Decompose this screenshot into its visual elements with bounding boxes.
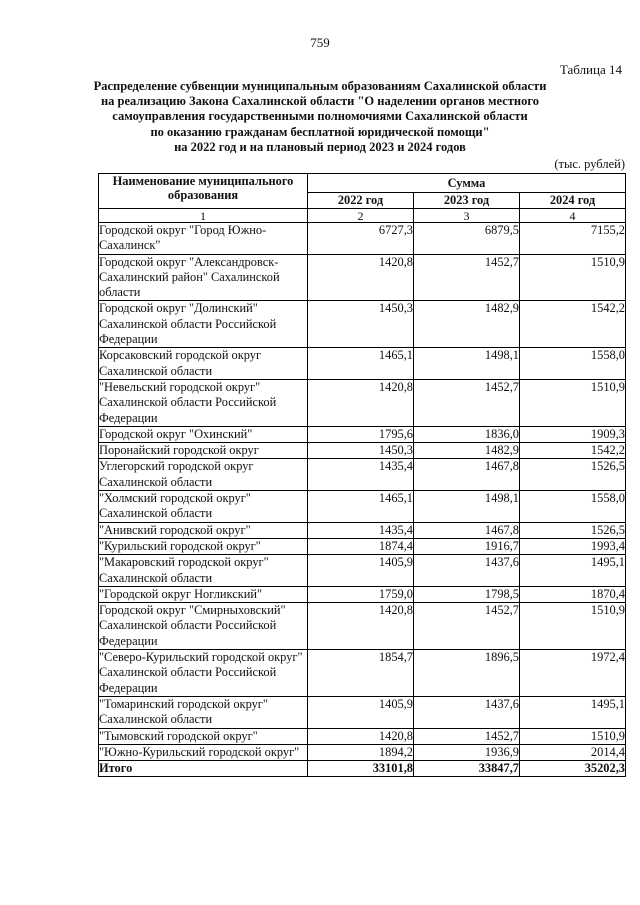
table-row [99,538,626,554]
municipality-name: "Северо-Курильский городской округ" Сахалинской области Российской Федерации [99,650,308,697]
table-label: Таблица 14 [559,62,622,77]
value-2023: 1896,5 [414,650,520,697]
value-2024: 1542,2 [520,301,626,348]
header-year-2023: 2023 год [414,193,520,209]
table-row [99,379,626,426]
municipality-name: "Городской округ Ногликский" [99,586,308,602]
table-row [99,586,626,602]
table-row [99,223,626,255]
title-line: на реализацию Закона Сахалинской области "О наделении органов местного [100,94,539,109]
value-2024: 1526,5 [520,459,626,491]
value-2024: 1972,4 [520,650,626,697]
municipality-name: "Курильский городской округ" [99,538,308,554]
page-number: 759 [310,35,330,50]
total-row [99,761,626,777]
value-2023: 6879,5 [414,223,520,255]
value-2023: 1916,7 [414,538,520,554]
units-label: (тыс. рублей) [554,157,625,171]
value-2023: 1437,6 [414,555,520,587]
municipality-name: "Томаринский городской округ" Сахалинской области [99,696,308,728]
table-row [99,696,626,728]
total-2023: 33847,7 [414,761,520,777]
value-2022: 1465,1 [308,491,414,523]
municipality-name: Городской округ "Александровск-Сахалинский район" Сахалинской области [99,254,308,301]
value-2022: 1435,4 [308,459,414,491]
column-number: 3 [414,209,520,223]
municipality-name: Корсаковский городской округ Сахалинской области [99,348,308,380]
header-year-2024: 2024 год [520,193,626,209]
value-2023: 1437,6 [414,696,520,728]
municipality-name: Городской округ "Смирныховский" Сахалинской области Российской Федерации [99,603,308,650]
value-2024: 1510,9 [520,728,626,744]
value-2022: 1450,3 [308,443,414,459]
value-2024: 1558,0 [520,491,626,523]
value-2022: 1435,4 [308,522,414,538]
subvention-table [98,173,626,777]
value-2024: 1495,1 [520,555,626,587]
value-2023: 1498,1 [414,348,520,380]
table-row [99,443,626,459]
table-body [99,223,626,761]
value-2024: 1870,4 [520,586,626,602]
value-2024: 1495,1 [520,696,626,728]
title-line: по оказанию гражданам бесплатной юридической помощи" [150,124,490,139]
value-2022: 1405,9 [308,555,414,587]
value-2022: 1420,8 [308,379,414,426]
value-2022: 1420,8 [308,603,414,650]
value-2022: 1405,9 [308,696,414,728]
value-2023: 1452,7 [414,603,520,650]
value-2024: 1909,3 [520,426,626,442]
document-title [80,79,560,155]
value-2024: 7155,2 [520,223,626,255]
table-row [99,650,626,697]
value-2023: 1452,7 [414,254,520,301]
value-2022: 1420,8 [308,728,414,744]
municipality-name: Городской округ "Город Южно-Сахалинск" [99,223,308,255]
table-row [99,603,626,650]
column-number: 2 [308,209,414,223]
value-2023: 1452,7 [414,379,520,426]
value-2022: 1894,2 [308,744,414,760]
value-2022: 1854,7 [308,650,414,697]
value-2023: 1836,0 [414,426,520,442]
column-number: 4 [520,209,626,223]
municipality-name: Городской округ "Охинский" [99,426,308,442]
municipality-name: Поронайский городской округ [99,443,308,459]
table-row [99,426,626,442]
title-line: самоуправления государственными полномочиями Сахалинской области [112,109,528,124]
value-2022: 6727,3 [308,223,414,255]
total-2022: 33101,8 [308,761,414,777]
value-2022: 1759,0 [308,586,414,602]
value-2023: 1936,9 [414,744,520,760]
value-2022: 1795,6 [308,426,414,442]
value-2024: 1510,9 [520,603,626,650]
table-row [99,459,626,491]
value-2023: 1482,9 [414,443,520,459]
value-2024: 1542,2 [520,443,626,459]
municipality-name: "Невельский городской округ" Сахалинской области Российской Федерации [99,379,308,426]
header-name: Наименование муниципального образования [99,174,308,209]
table-row [99,728,626,744]
table-row [99,555,626,587]
value-2023: 1452,7 [414,728,520,744]
municipality-name: "Макаровский городской округ" Сахалинской области [99,555,308,587]
municipality-name: "Анивский городской округ" [99,522,308,538]
value-2023: 1467,8 [414,522,520,538]
value-2023: 1498,1 [414,491,520,523]
value-2022: 1420,8 [308,254,414,301]
column-number: 1 [99,209,308,223]
municipality-name: "Южно-Курильский городской округ" [99,744,308,760]
table-row [99,254,626,301]
value-2023: 1467,8 [414,459,520,491]
value-2024: 1993,4 [520,538,626,554]
value-2023: 1798,5 [414,586,520,602]
table-row [99,744,626,760]
table-row [99,301,626,348]
value-2022: 1465,1 [308,348,414,380]
table-row [99,491,626,523]
total-2024: 35202,3 [520,761,626,777]
value-2022: 1874,4 [308,538,414,554]
value-2024: 1526,5 [520,522,626,538]
header-sum: Сумма [308,174,626,193]
title-line: Распределение субвенции муниципальным образованиям Сахалинской области [93,79,547,93]
value-2022: 1450,3 [308,301,414,348]
municipality-name: Углегорский городской округ Сахалинской области [99,459,308,491]
title-line: на 2022 год и на плановый период 2023 и 2024 годов [174,139,466,154]
value-2024: 1510,9 [520,254,626,301]
value-2023: 1482,9 [414,301,520,348]
total-label: Итого [99,761,308,777]
value-2024: 1558,0 [520,348,626,380]
value-2024: 2014,4 [520,744,626,760]
table-row [99,348,626,380]
value-2024: 1510,9 [520,379,626,426]
header-year-2022: 2022 год [308,193,414,209]
municipality-name: "Тымовский городской округ" [99,728,308,744]
municipality-name: Городской округ "Долинский" Сахалинской области Российской Федерации [99,301,308,348]
municipality-name: "Холмский городской округ" Сахалинской области [99,491,308,523]
table-row [99,522,626,538]
